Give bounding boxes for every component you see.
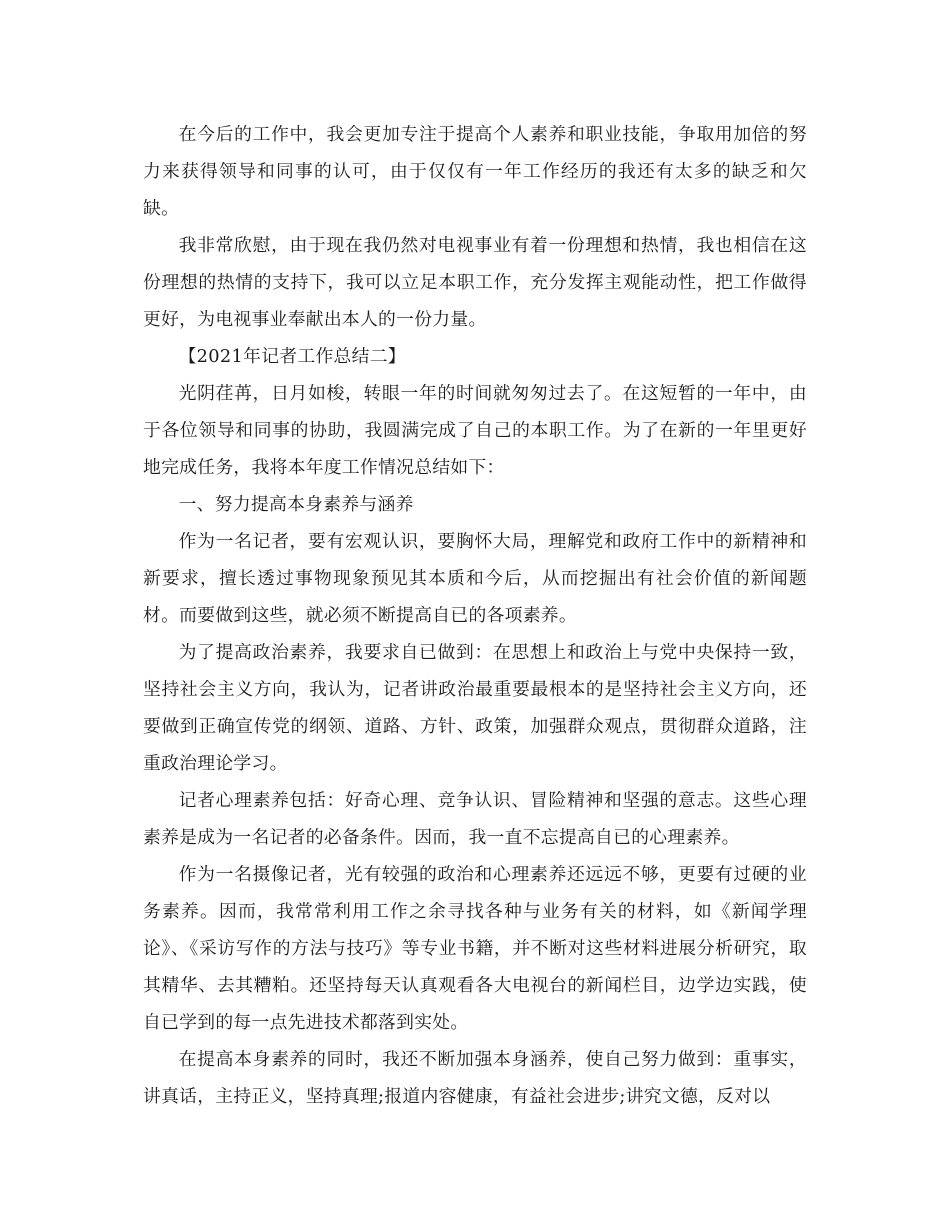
subheading-improve-quality: 一、努力提高本身素养与涵养 <box>178 494 414 515</box>
document-body <box>143 116 807 1115</box>
paragraph-tv-career-passion: 我非常欣慰，由于现在我仍然对电视事业有着一份理想和热情，我也相信在这份理想的热情的支持下，我可以立足本职工作，充分发挥主观能动性，把工作做得更好，为电视事业奉献出本人的一份力量。 <box>143 235 807 330</box>
paragraph-political-quality: 为了提高政治素养，我要求自已做到：在思想上和政治上与党中央保持一致，坚持社会主义方向，我认为，记者讲政治最重要最根本的是坚持社会主义方向，还要做到正确宣传党的纲领、道路、方针、政策，加强群众观点，贯彻群众道路，注重政治理论学习。 <box>143 642 807 774</box>
paragraph-psychological-quality: 记者心理素养包括：好奇心理、竞争认识、冒险精神和坚强的意志。这些心理素养是成为一名记者的必备条件。因而，我一直不忘提高自已的心理素养。 <box>143 790 807 848</box>
section-heading-summary-two: 【2021年记者工作总结二】 <box>178 346 406 367</box>
paragraph-year-intro: 光阴荏苒，日月如梭，转眼一年的时间就匆匆过去了。在这短暂的一年中，由于各位领导和同事的协助，我圆满完成了自己的本职工作。为了在新的一年里更好地完成任务，我将本年度工作情况总结如下： <box>143 383 807 478</box>
paragraph-closing-work-goals: 在今后的工作中，我会更加专注于提高个人素养和职业技能，争取用加倍的努力来获得领导和同事的认可，由于仅仅有一年工作经历的我还有太多的缺乏和欠缺。 <box>143 124 807 219</box>
paragraph-reporter-vision: 作为一名记者，要有宏观认识，要胸怀大局，理解党和政府工作中的新精神和新要求，擅长透过事物现象预见其本质和今后，从而挖掘出有社会价值的新闻题材。而要做到这些，就必须不断提高自已的各项素养。 <box>143 531 807 626</box>
paragraph-professional-quality: 作为一名摄像记者，光有较强的政治和心理素养还远远不够，更要有过硬的业务素养。因而，我常常利用工作之余寻找各种与业务有关的材料，如《新闻学理论》、《采访写作的方法与技巧》等专业书籍，并不断对这些材料进展分析研究，取其精华、去其糟粕。还坚持每天认真观看各大电视台的新闻栏目，边学边实践，使自已学到的每一点先进技术都落到实处。 <box>143 864 807 1033</box>
paragraph-self-cultivation: 在提高本身素养的同时，我还不断加强本身涵养，使自己努力做到：重事实，讲真话，主持正义，坚持真理;报道内容健康，有益社会进步;讲究文德，反对以 <box>143 1049 807 1107</box>
